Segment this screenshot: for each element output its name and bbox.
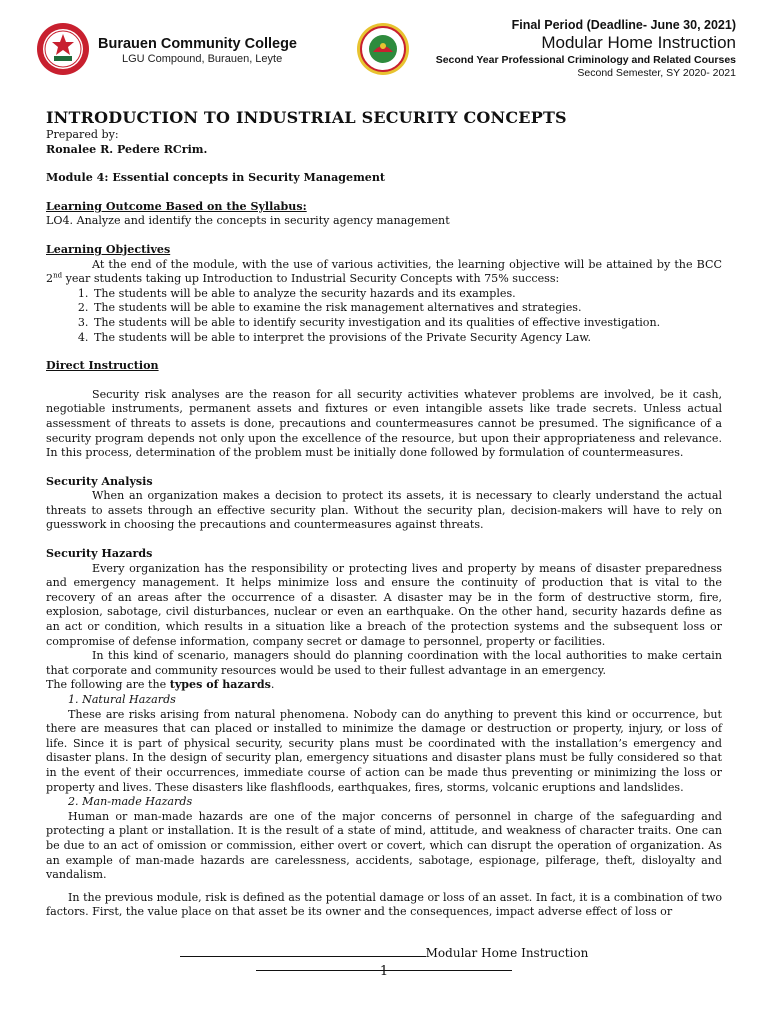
man-made-hazards-title: 2. Man-made Hazards [68,795,193,809]
security-hazards-heading: Security Hazards [46,547,153,561]
module-title: Module 4: Essential concepts in Security Management [46,171,386,185]
list-item: 2. The students will be able to examine the risk management alternatives and strategies. [92,301,722,316]
learning-objectives-heading: Learning Objectives [46,242,171,256]
man-made-hazards-paragraph: Human or man-made hazards are one of the major concerns of personnel in charge of the safeguarding and protecting a plant or installation. It is the result of a state of mind, attitude, and weakness of character traits. One can be due to an act of omission or commission, either overt or covert, which can disrupt the operation of organization. As an example of man-made hazards are carelessness, accidents, sabotage, espionage, pilferage, theft, disloyalty and vandalism. [46,809,722,882]
types-of-hazards-lead: The following are the types of hazards. [46,678,275,692]
objectives-intro: At the end of the module, with the use of various activities, the learning objective will be attained by the BCC 2nd year students taking up Introduction to Industrial Security Concepts with 75% success: [46,257,722,286]
security-hazards-paragraph-2: In this kind of scenario, managers should do planning coordination with the local authorities to make certain that corporate and community resources would be used to their fullest advantage in an emergency. [46,649,722,677]
list-item: 4. The students will be able to interpret the provisions of the Private Security Agency Law. [92,331,722,346]
header-right-block [436,18,736,79]
prepared-by-label: Prepared by: [46,128,119,141]
objectives-list [46,287,722,345]
page-header [36,18,736,88]
college-name: Burauen Community College [98,36,297,52]
document-body [46,108,722,920]
document-title: INTRODUCTION TO INDUSTRIAL SECURITY CONCEPTS [46,108,567,127]
list-item: 1. The students will be able to analyze the security hazards and its examples. [92,287,722,302]
college-address: LGU Compound, Burauen, Leyte [122,53,283,65]
risk-definition-paragraph: In the previous module, risk is defined as the potential damage or loss of an asset. In fact, it is a combination of two factors. First, the value place on that asset be its owner and the consequences, impact adverse effect of loss or [46,890,722,919]
list-item: 3. The students will be able to identify security investigation and its qualities of effective investigation. [92,316,722,331]
footer-label: Modular Home Instruction [425,946,589,960]
direct-instruction-heading: Direct Instruction [46,359,159,373]
page-number: 1 [379,964,389,979]
direct-instruction-paragraph: Security risk analyses are the reason for all security activities whatever problems are involved, be it cash, negotiable instruments, permanent assets and fixtures or even intangible assets like trade secrets. Unless actual assessment of threats to assets is done, precautions and countermeasures cannot be presumed. The significance of a security program depends not only upon the excellence of the resource, but upon their appropriateness and relevance. In this process, determination of the problem must be initially done followed by formulation of countermeasures. [46,387,722,460]
learning-outcome-text: LO4. Analyze and identify the concepts in security agency management [46,214,450,228]
security-analysis-heading: Security Analysis [46,474,153,488]
security-hazards-paragraph-1: Every organization has the responsibility or protecting lives and property by means of disaster preparedness and emergency management. It helps minimize loss and ensure the continuity of production that is vital to the recovery of an areas after the occurrence of a disaster. A disaster may be in the form of destructive storm, fire, explosion, sabotage, civil disturbances, nuclear or even an earthquake. On the other hand, security hazards define as an act or condition, which results in a situation like a breach of the protection systems and the subsequent loss or compromise of defense information, company secret or damage to personnel, property or facilities. [46,561,722,648]
natural-hazards-paragraph: These are risks arising from natural phenomena. Nobody can do anything to prevent this kind or occurrence, but there are measures that can placed or installed to minimize the damage or destruction or property, injury, or loss of life. Since it is part of physical security, security plans must be coordinated with the installation’s emergency and disaster plans. In the design of security plan, emergency situations and disaster plans must be fully considered so that in the event of their occurrences, immediate course of action can be made thus preventing or minimizing the loss or property and lives. These disasters like flashfloods, earthquakes, fires, storms, volcanic eruptions and landslides. [46,707,722,794]
college-seal-icon [36,22,90,76]
semester-label: Second Semester, SY 2020- 2021 [577,67,736,79]
modular-home-instruction-title: Modular Home Instruction [541,33,736,52]
author-name: Ronalee R. Pedere RCrim. [46,142,208,156]
final-period-deadline: Final Period (Deadline- June 30, 2021) [511,18,736,32]
burauen-leyte-official-seal-icon [356,22,410,76]
program-name: Second Year Professional Criminology and Related Courses [435,54,736,66]
learning-outcome-heading: Learning Outcome Based on the Syllabus: [46,199,307,213]
natural-hazards-title: 1. Natural Hazards [68,693,176,706]
security-analysis-paragraph: When an organization makes a decision to protect its assets, it is necessary to clearly understand the actual threats to assets through an effective security plan. Without the security plan, decision-makers will have to rely on guesswork in choosing the precautions and countermeasures against threats. [46,489,722,532]
